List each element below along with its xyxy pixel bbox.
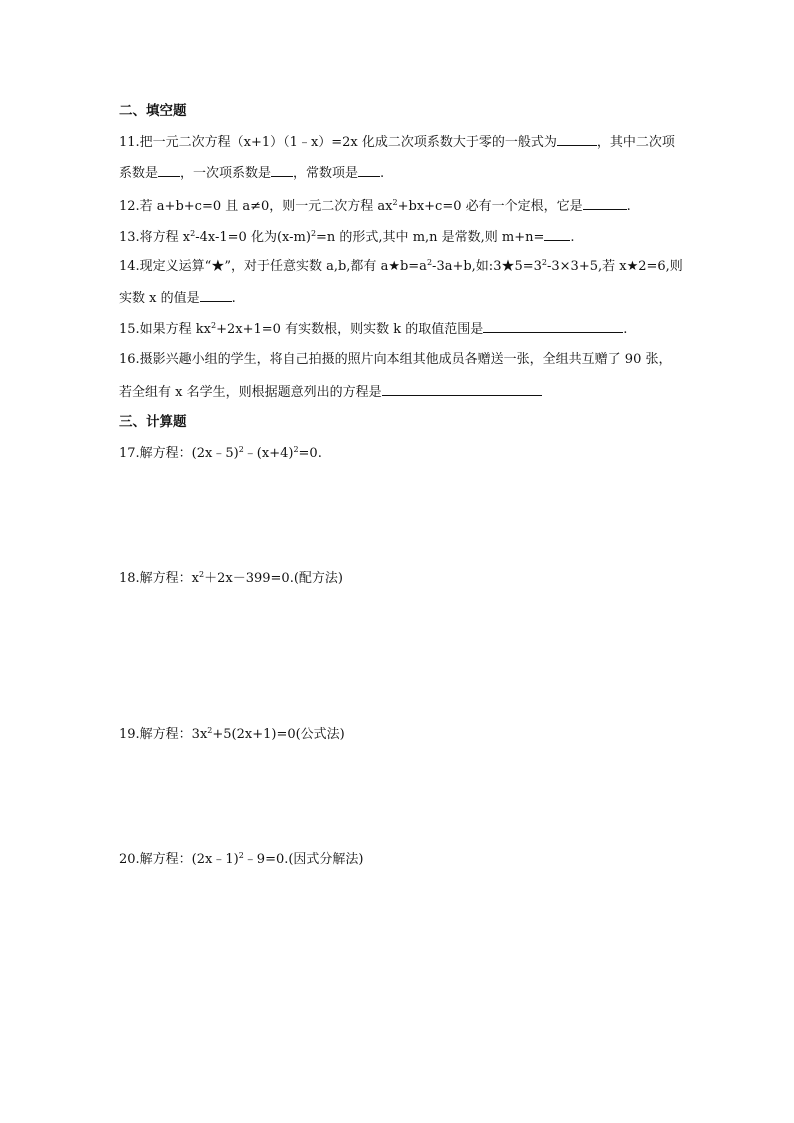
q14-sup-2: 2: [541, 258, 547, 267]
q11-text-f: .: [380, 166, 385, 181]
q11-blank-quadratic-coef: [158, 162, 180, 177]
q19-text-b: +5(2x+1)=0(公式法): [212, 727, 345, 742]
q14-text-d: 实数 x 的值是: [119, 291, 200, 306]
q16-text-b: 若全组有 x 名学生，则根据题意列出的方程是: [119, 385, 382, 400]
q15-text-b: +2x+1=0 有实数根，则实数 k 的取值范围是: [216, 322, 484, 337]
q11-text-b: ，其中二次项: [596, 135, 675, 150]
q18-text-b: ＋2x－399=0.(配方法): [204, 571, 343, 586]
q14-text-a: 14.现定义运算“★”，对于任意实数 a,b,都有 a★b=a: [119, 259, 427, 274]
question-12: [119, 195, 631, 217]
q19-text-a: 19.解方程：3x: [119, 727, 208, 742]
q17-text-b: ﹣(x+4): [243, 446, 294, 461]
q18-text-a: 18.解方程：x: [119, 571, 200, 586]
question-11-line-1: [119, 131, 675, 153]
q13-text-c: =n 的形式,其中 m,n 是常数,则 m+n=: [316, 230, 545, 245]
q13-text-b: -4x-1=0 化为(x-m): [195, 230, 311, 245]
question-17: [119, 444, 322, 464]
q17-sup-1: 2: [238, 445, 244, 454]
q11-text-a: 11.把一元二次方程（x+1）（1﹣x）=2x 化成二次项系数大于零的一般式为: [119, 135, 557, 150]
q14-sup-1: 2: [426, 258, 433, 267]
q14-blank-x-value: [200, 287, 232, 302]
section-title-calculation: 三、计算题: [119, 414, 187, 430]
q12-blank-root: [583, 195, 627, 210]
question-16-line-2: [119, 381, 542, 403]
q15-blank-range: [483, 318, 623, 333]
q17-text-c: =0.: [298, 446, 322, 461]
question-15: [119, 318, 627, 340]
question-11-line-2: [119, 162, 384, 184]
section-title-fill-blank: 二、填空题: [119, 103, 187, 119]
q11-text-d: ，一次项系数是: [180, 166, 272, 181]
q11-blank-constant: [358, 162, 380, 177]
q19-sup-1: 2: [207, 726, 213, 735]
question-13: [119, 226, 575, 248]
question-19: [119, 725, 345, 745]
q11-text-c: 系数是: [119, 166, 159, 181]
q11-blank-linear-coef: [271, 162, 293, 177]
q20-sup-1: 2: [238, 851, 244, 860]
q15-text-c: .: [623, 322, 628, 337]
q11-blank-general-form: [557, 131, 597, 146]
q12-text-b: +bx+c=0 必有一个定根，它是: [397, 199, 583, 214]
q15-sup-1: 2: [211, 321, 217, 330]
q18-sup-1: 2: [199, 570, 205, 579]
q13-sup-2: 2: [310, 229, 317, 238]
q13-text-a: 13.将方程 x: [119, 230, 191, 245]
q13-sup-1: 2: [190, 229, 196, 238]
q14-text-c: -3×3+5,若 x★2=6,则: [547, 259, 683, 274]
question-20: [119, 850, 364, 870]
q17-sup-2: 2: [293, 445, 299, 454]
q20-text-a: 20.解方程：(2x﹣1): [119, 852, 239, 867]
q12-text-c: .: [626, 199, 631, 214]
q12-sup-1: 2: [392, 198, 398, 207]
question-18: [119, 569, 343, 589]
q13-blank-sum: [544, 226, 570, 241]
question-16-line-1: 16.摄影兴趣小组的学生，将自己拍摄的照片向本组其他成员各赠送一张，全组共互赠了 90 张，: [119, 352, 672, 367]
q13-text-d: .: [570, 230, 575, 245]
q11-text-e: ，常数项是: [293, 166, 359, 181]
question-14-line-2: [119, 287, 236, 309]
question-14-line-1: [119, 257, 683, 277]
q14-text-b: -3a+b,如:3★5=3: [432, 259, 542, 274]
q16-blank-equation: [382, 381, 542, 396]
q15-text-a: 15.如果方程 kx: [119, 322, 212, 337]
q17-text-a: 17.解方程：(2x﹣5): [119, 446, 239, 461]
q20-text-b: ﹣9=0.(因式分解法): [243, 852, 364, 867]
q12-text-a: 12.若 a+b+c=0 且 a≠0，则一元二次方程 ax: [119, 199, 393, 214]
q14-text-e: .: [231, 291, 236, 306]
